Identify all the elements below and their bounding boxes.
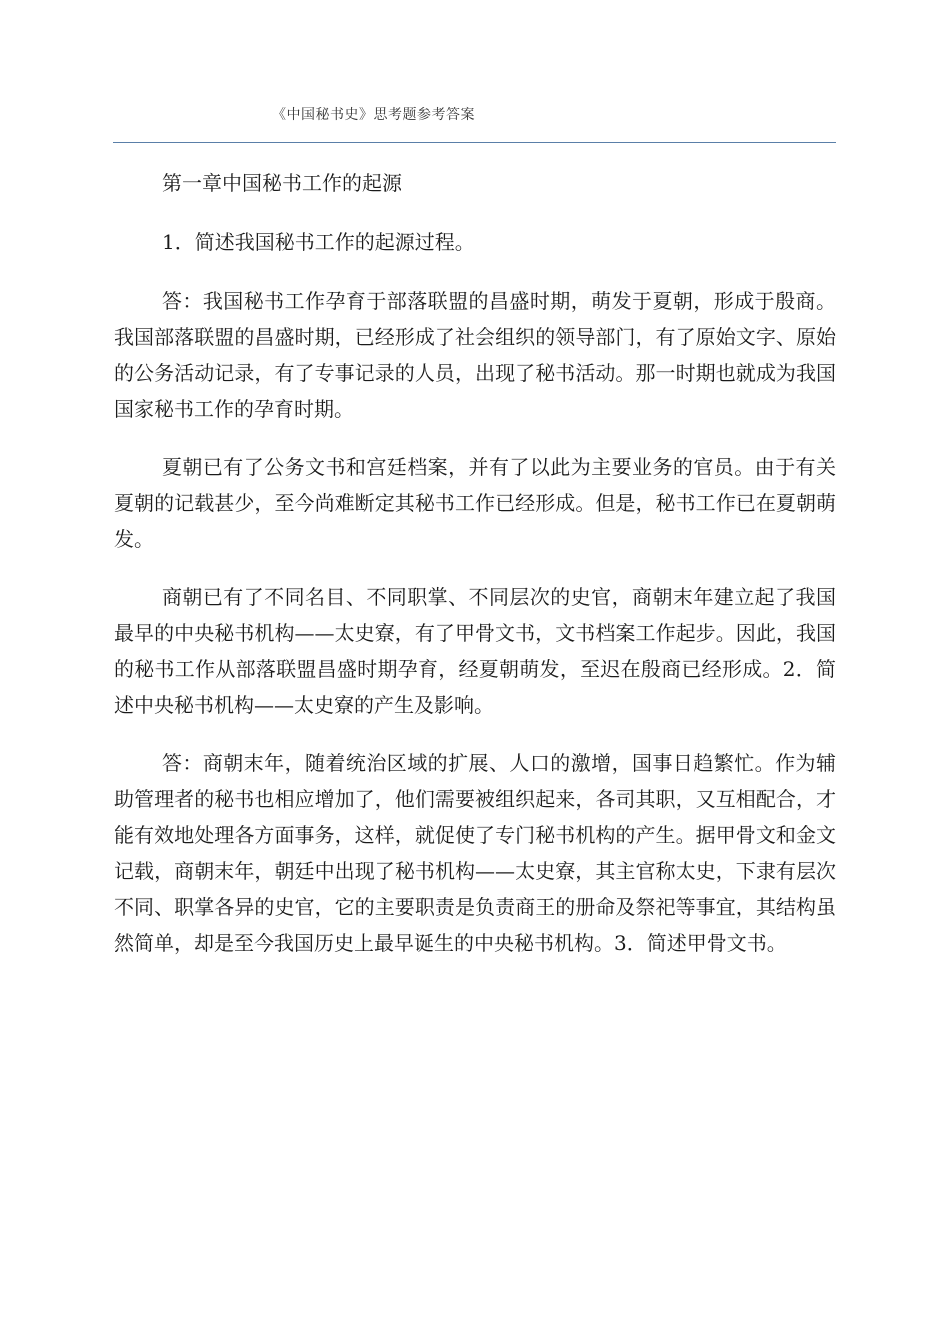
- running-header: 《中国秘书史》思考题参考答案: [272, 107, 475, 123]
- paragraph: 夏朝已有了公务文书和宫廷档案，并有了以此为主要业务的官员。由于有关夏朝的记载甚少，至今尚难断定其秘书工作已经形成。但是，秘书工作已在夏朝萌发。: [114, 455, 836, 551]
- question-heading: 1．简述我国秘书工作的起源过程。: [162, 230, 475, 254]
- header-divider: [113, 142, 836, 143]
- chapter-title: 第一章中国秘书工作的起源: [162, 171, 402, 195]
- document-body: [114, 165, 836, 983]
- paragraph: 答：商朝末年，随着统治区域的扩展、人口的激增，国事日趋繁忙。作为辅助管理者的秘书也相应增加了，他们需要被组织起来，各司其职，又互相配合，才能有效地处理各方面事务，这样，就促使了专门秘书机构的产生。据甲骨文和金文记载，商朝末年，朝廷中出现了秘书机构——太史寮，其主官称太史，下隶有层次不同、职掌各异的史官，它的主要职责是负责商王的册命及祭祀等事宜，其结构虽然简单，却是至今我国历史上最早诞生的中央秘书机构。3．简述甲骨文书。: [114, 751, 836, 955]
- paragraph: 商朝已有了不同名目、不同职掌、不同层次的史官，商朝末年建立起了我国最早的中央秘书机构——太史寮，有了甲骨文书，文书档案工作起步。因此，我国的秘书工作从部落联盟昌盛时期孕育，经夏朝萌发，至迟在殷商已经形成。2．简述中央秘书机构——太史寮的产生及影响。: [114, 585, 836, 717]
- paragraph: 答：我国秘书工作孕育于部落联盟的昌盛时期，萌发于夏朝，形成于殷商。我国部落联盟的昌盛时期，已经形成了社会组织的领导部门，有了原始文字、原始的公务活动记录，有了专事记录的人员，出现了秘书活动。那一时期也就成为我国国家秘书工作的孕育时期。: [114, 289, 836, 421]
